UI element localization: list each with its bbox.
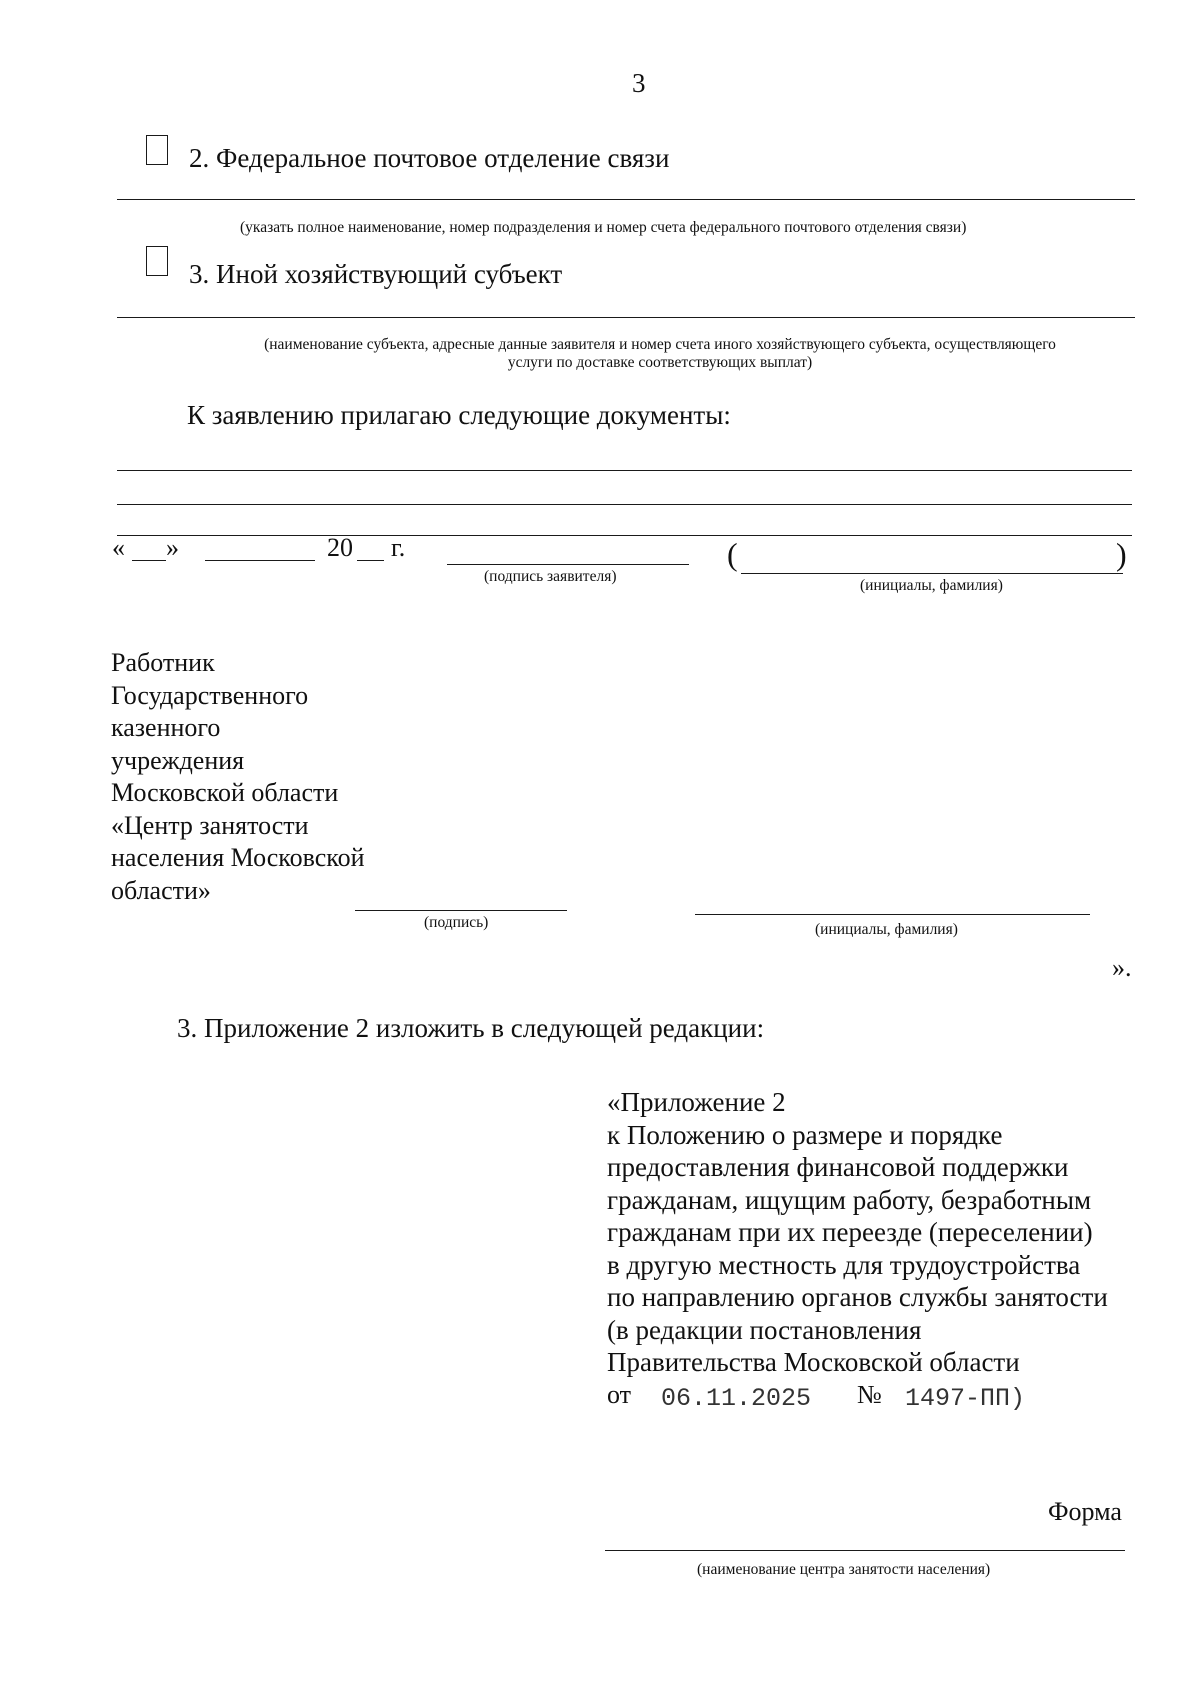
name-close-paren: ) [1116,536,1127,572]
applicant-signature-caption: (подпись заявителя) [484,568,617,585]
appendix-line: к Положению о размере и порядке [607,1119,1003,1150]
postal-office-caption: (указать полное наименование, номер подразделения и номер счета федерального почтового отделения связи) [240,219,967,236]
worker-name-line[interactable] [695,914,1090,915]
appendix-number: 1497-ПП) [905,1384,1026,1413]
other-entity-caption-line1: (наименование субъекта, адресные данные заявителя и номер счета иного хозяйствующего субъекта, осуществляющего [264,336,1056,353]
worker-line: «Центр занятости [111,810,309,840]
form-label: Форма [1048,1497,1122,1526]
worker-line: учреждения [111,745,245,775]
other-entity-label: 3. Иной хозяйствующий субъект [189,259,563,289]
date-open-quote: « [112,533,125,562]
worker-name-caption: (инициалы, фамилия) [815,921,958,938]
date-year-blank[interactable] [357,560,384,561]
appendix-header [607,1086,1108,1379]
appendix-line: «Приложение 2 [607,1087,786,1117]
date-year-suffix: г. [391,533,406,562]
worker-line: Государственного [111,680,309,710]
worker-signature-line[interactable] [355,910,567,911]
center-name-caption: (наименование центра занятости населения) [697,1561,991,1578]
worker-signature-caption: (подпись) [424,914,489,931]
date-month-blank[interactable] [205,560,315,561]
instruction-text: 3. Приложение 2 изложить в следующей редакции: [177,1013,765,1043]
worker-block [111,647,365,907]
applicant-name-line[interactable] [741,573,1123,574]
date-day-blank[interactable] [132,560,166,561]
other-entity-caption [180,336,1140,372]
appendix-line: гражданам при их переезде (переселении) [607,1217,1093,1247]
appendix-line: по направлению органов службы занятости [607,1282,1108,1312]
appendix-number-sign: № [857,1380,882,1409]
postal-office-line [117,199,1135,200]
attachment-line-3 [117,535,1132,536]
closing-quote: ». [1112,953,1132,982]
other-entity-caption-line2: услуги по доставке соответствующих выплат) [507,354,813,371]
date-year-prefix: 20 [327,533,353,562]
appendix-line: Правительства Московской области [607,1347,1020,1377]
appendix-date: 06.11.2025 [661,1384,812,1413]
appendix-line: (в редакции постановления [607,1314,922,1345]
postal-office-checkbox[interactable] [146,135,168,165]
date-close-quote: » [166,533,179,562]
appendix-line: в другую местность для трудоустройства [607,1249,1081,1280]
page-number: 3 [632,68,646,98]
worker-line: населения Московской [111,843,365,872]
worker-line: Московской области [111,778,339,807]
postal-office-label: 2. Федеральное почтовое отделение связи [189,143,670,173]
center-name-line[interactable] [605,1550,1125,1551]
attachments-heading: К заявлению прилагаю следующие документы: [187,400,731,430]
attachment-line-1 [117,470,1132,471]
attachment-line-2 [117,504,1132,505]
appendix-from-label: от [607,1380,632,1409]
worker-line: казенного [111,713,221,742]
other-entity-checkbox[interactable] [146,246,168,276]
appendix-line: гражданам, ищущим работу, безработным [607,1184,1092,1215]
applicant-signature-line[interactable] [447,564,689,565]
worker-line: области» [111,875,211,905]
applicant-name-caption: (инициалы, фамилия) [860,577,1003,594]
other-entity-line [117,317,1135,318]
worker-line: Работник [111,648,215,677]
appendix-line: предоставления финансовой поддержки [607,1152,1069,1182]
name-open-paren: ( [727,536,738,572]
